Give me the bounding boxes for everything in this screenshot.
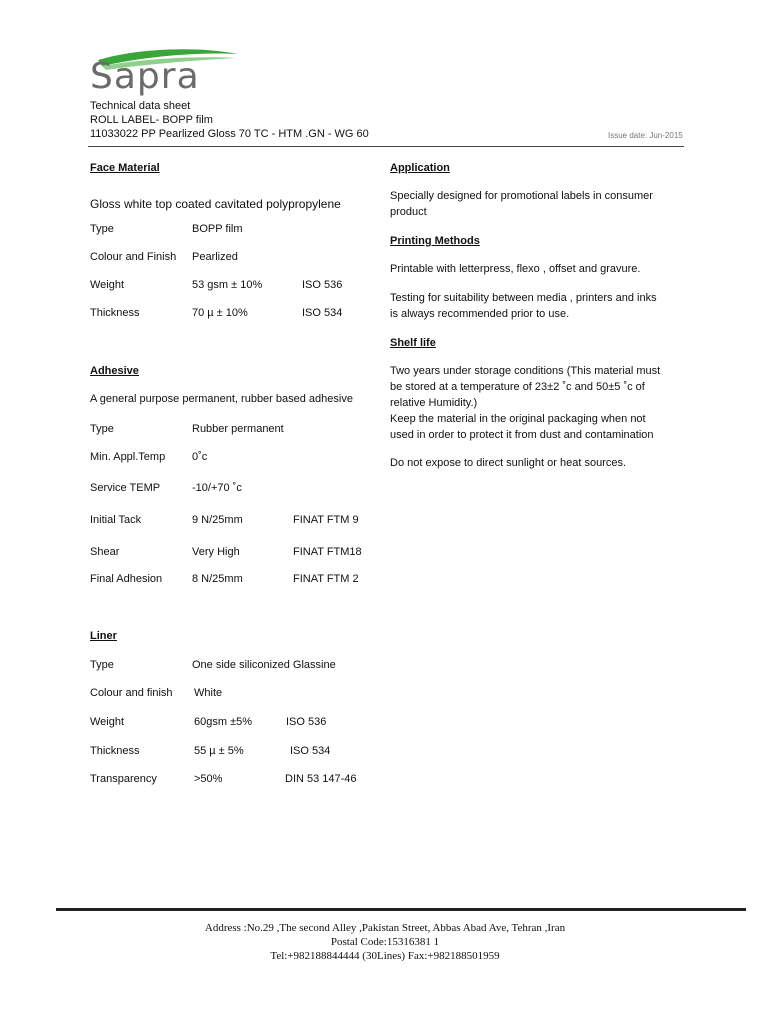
adhesive-row-label: Shear xyxy=(90,546,120,558)
product-code: 11033022 PP Pearlized Gloss 70 TC - HTM .GN - WG 60 xyxy=(90,128,369,140)
face-row-label: Colour and Finish xyxy=(90,251,177,263)
liner-row-label: Weight xyxy=(90,716,125,728)
shelf-life-line: Two years under storage conditions (This material must xyxy=(390,365,661,377)
liner-row-value: 55 µ ± 5% xyxy=(194,745,244,757)
liner-row-value: White xyxy=(194,687,223,699)
face-material-description: Gloss white top coated cavitated polypropylene xyxy=(90,197,341,211)
face-material-heading: Face Material xyxy=(90,162,160,174)
liner-row-value: >50% xyxy=(194,773,223,785)
shelf-life-line: relative Humidity.) xyxy=(390,397,478,409)
adhesive-description: A general purpose permanent, rubber based adhesive xyxy=(90,393,353,405)
testing-text-line: Testing for suitability between media , printers and inks xyxy=(390,292,657,304)
shelf-life-line: used in order to protect it from dust and contamination xyxy=(390,429,654,441)
liner-row-label: Thickness xyxy=(90,745,140,757)
liner-row-label: Type xyxy=(90,659,114,671)
face-row-standard: ISO 534 xyxy=(302,307,343,319)
face-row-label: Weight xyxy=(90,279,125,291)
liner-row-standard: ISO 536 xyxy=(286,716,327,728)
adhesive-row-value: 9 N/25mm xyxy=(192,514,243,526)
product-line: ROLL LABEL- BOPP film xyxy=(90,114,213,126)
face-row-value: 70 µ ± 10% xyxy=(192,307,248,319)
adhesive-row-label: Min. Appl.Temp xyxy=(90,451,166,463)
adhesive-row-label: Final Adhesion xyxy=(90,573,163,585)
face-row-value: BOPP film xyxy=(192,223,243,235)
adhesive-row-value: 8 N/25mm xyxy=(192,573,243,585)
logo-wordmark: Sapra xyxy=(90,56,200,97)
adhesive-row-label: Initial Tack xyxy=(90,514,142,526)
footer-postal-code: Postal Code:15316381 1 xyxy=(330,936,440,948)
shelf-life-line: be stored at a temperature of 23±2 ˚c and 50±5 ˚c of xyxy=(390,381,645,393)
shelf-life-line: Do not expose to direct sunlight or heat sources. xyxy=(390,457,627,469)
shelf-life-line: Keep the material in the original packaging when not xyxy=(390,413,646,425)
adhesive-heading: Adhesive xyxy=(90,365,139,377)
footer-address: Address :No.29 ,The second Alley ,Pakistan Street, Abbas Abad Ave, Tehran ,Iran xyxy=(204,922,566,934)
adhesive-row-label: Type xyxy=(90,423,114,435)
testing-text-line: is always recommended prior to use. xyxy=(390,308,570,320)
liner-heading: Liner xyxy=(90,630,117,642)
adhesive-row-value: 0˚c xyxy=(192,451,208,463)
face-row-value: 53 gsm ± 10% xyxy=(192,279,263,291)
face-row-label: Thickness xyxy=(90,307,140,319)
adhesive-row-standard: FINAT FTM 2 xyxy=(293,573,359,585)
shelf-life-heading: Shelf life xyxy=(390,337,436,349)
face-row-standard: ISO 536 xyxy=(302,279,343,291)
liner-row-label: Transparency xyxy=(90,773,157,785)
adhesive-row-standard: FINAT FTM18 xyxy=(293,546,362,558)
footer-phone: Tel:+982188844444 (30Lines) Fax:+982188501959 xyxy=(270,950,500,962)
adhesive-row-value: Rubber permanent xyxy=(192,423,284,435)
application-text-line: product xyxy=(390,206,427,218)
adhesive-row-label: Service TEMP xyxy=(90,482,161,494)
application-heading: Application xyxy=(390,162,450,174)
application-text-line: Specially designed for promotional labels in consumer xyxy=(390,190,653,202)
footer-divider xyxy=(56,908,746,911)
printing-methods-heading: Printing Methods xyxy=(390,235,480,247)
liner-row-label: Colour and finish xyxy=(90,687,173,699)
liner-row-standard: ISO 534 xyxy=(290,745,331,757)
liner-row-standard: DIN 53 147-46 xyxy=(285,773,357,785)
liner-row-value: 60gsm ±5% xyxy=(194,716,253,728)
adhesive-row-standard: FINAT FTM 9 xyxy=(293,514,359,526)
header-divider xyxy=(88,146,684,147)
face-row-label: Type xyxy=(90,223,114,235)
adhesive-row-value: Very High xyxy=(192,546,240,558)
printing-methods-text: Printable with letterpress, flexo , offset and gravure. xyxy=(390,263,641,275)
doc-type: Technical data sheet xyxy=(90,100,191,112)
adhesive-row-value: -10/+70 ˚c xyxy=(192,482,242,494)
face-row-value: Pearlized xyxy=(192,251,238,263)
issue-date: Issue date: Jun-2015 xyxy=(608,131,683,140)
liner-row-value: One side siliconized Glassine xyxy=(192,659,336,671)
